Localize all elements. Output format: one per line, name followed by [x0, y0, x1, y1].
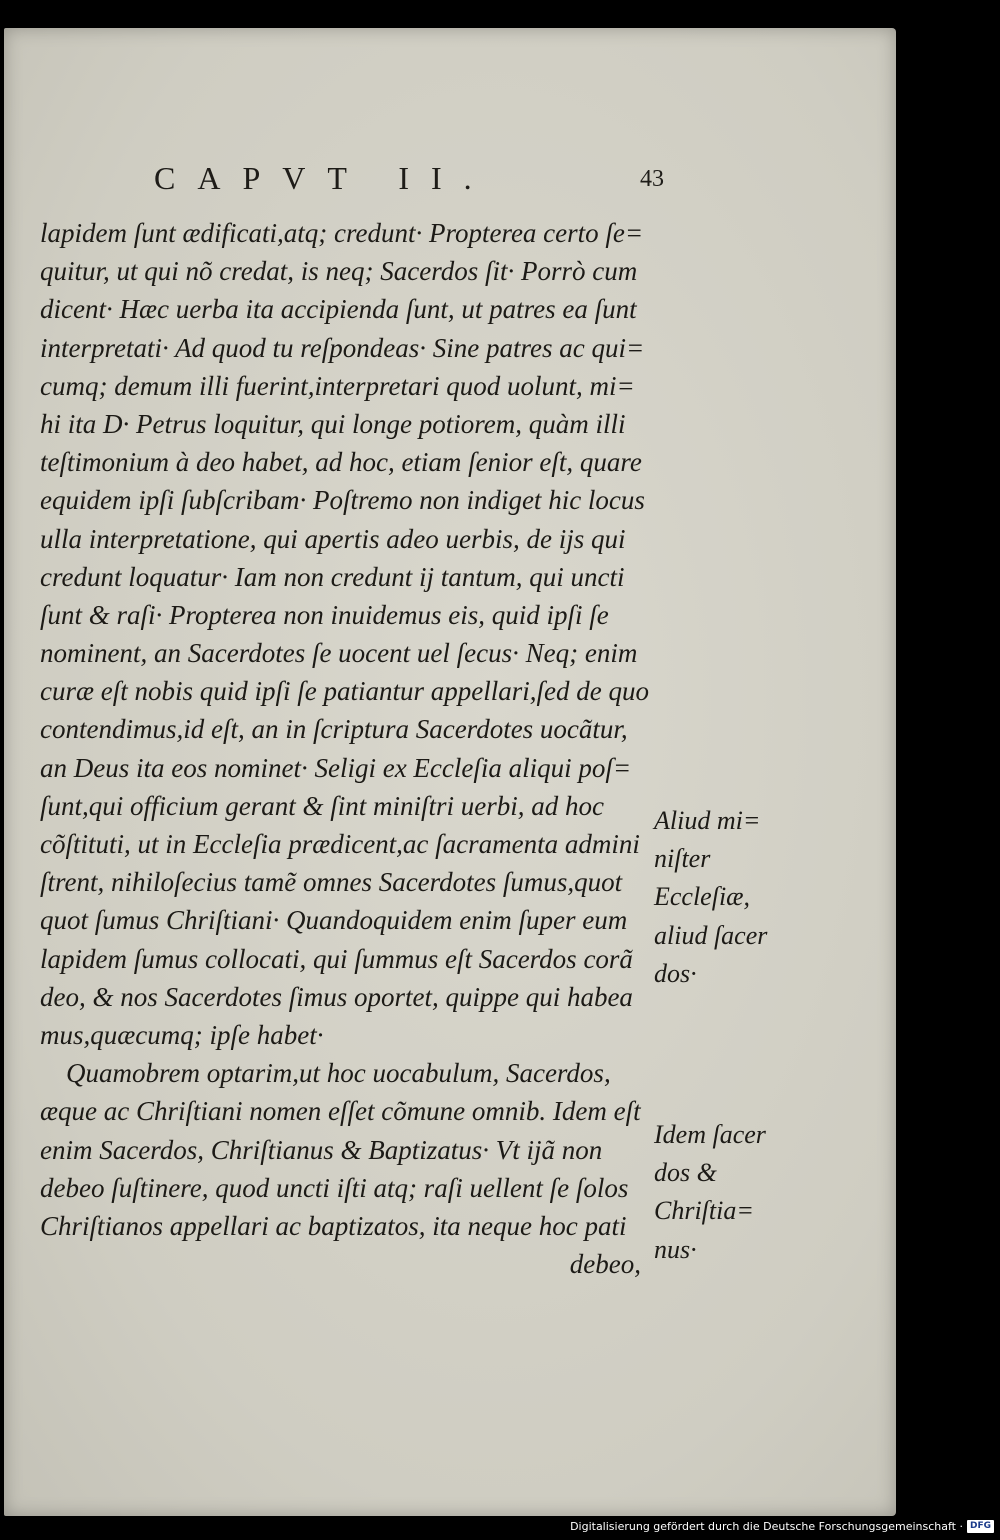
text-line: equidem ipſi ſubſcribam· Poſtremo non indiget hic locus: [40, 485, 645, 516]
text-line: dicent· Hæc uerba ita accipienda ſunt, ut patres ea ſunt: [40, 294, 637, 325]
text-line: Chriſtianos appellari ac baptizatos, ita neque hoc pati: [40, 1210, 627, 1241]
page-number: 43: [640, 166, 664, 192]
text-line: ſunt & raſi· Propterea non inuidemus eis, quid ipſi ſe: [40, 599, 609, 630]
digitization-footer: [570, 1518, 994, 1534]
marginal-note-line: dos·: [654, 958, 697, 988]
text-line: cõſtituti, ut in Eccleſia prædicent,ac ſacramenta admini: [40, 829, 640, 859]
funding-credit: Digitalisierung gefördert durch die Deutsche Forschungsgemeinschaft ·: [570, 1519, 963, 1533]
marginal-note-line: Idem ſacer: [654, 1120, 766, 1149]
text-line: curæ eſt nobis quid ipſi ſe patiantur appellari,ſed de quo: [40, 676, 649, 707]
running-title: CAPVT II.: [154, 160, 494, 196]
text-line: quitur, ut qui nõ credat, is neq; Sacerdos ſit· Porrò cum: [40, 256, 638, 287]
text-line: lapidem ſunt ædificati,atq; credunt· Propterea certo ſe=: [40, 218, 644, 248]
main-text-block: [40, 214, 655, 1283]
text-line: debeo ſuſtinere, quod uncti iſti atq; raſi uellent ſe ſolos: [40, 1172, 629, 1203]
text-line: hi ita D· Petrus loquitur, qui longe potiorem, quàm illi: [40, 408, 626, 439]
text-line: nominent, an Sacerdotes ſe uocent uel ſecus· Neq; enim: [40, 638, 638, 669]
marginal-note: [654, 802, 794, 993]
text-line: credunt loquatur· Iam non credunt ij tantum, qui uncti: [40, 561, 625, 592]
text-line: lapidem ſumus collocati, qui ſummus eſt Sacerdos corã: [40, 943, 633, 974]
marginal-note: [654, 1116, 794, 1269]
dfg-logo: DFG: [967, 1520, 994, 1533]
marginal-note-line: niſter: [654, 844, 711, 874]
text-line: ulla interpretatione, qui apertis adeo uerbis, de ijs qui: [40, 523, 626, 554]
text-line: teſtimonium à deo habet, ad hoc, etiam ſenior eſt, quare: [40, 447, 642, 478]
text-line: an Deus ita eos nominet· Seligi ex Eccleſia aliqui poſ=: [40, 752, 632, 783]
text-line: cumq; demum illi fuerint,interpretari quod uolunt, mi=: [40, 370, 635, 401]
marginal-note-line: aliud ſacer: [654, 920, 768, 950]
marginal-note-line: Chriſtia=: [654, 1196, 754, 1226]
text-line: æque ac Chriſtiani nomen eſſet cõmune omnib. Idem eſt: [40, 1096, 641, 1127]
text-line: ſunt,qui officium gerant & ſint miniſtri uerbi, ad hoc: [40, 790, 604, 821]
text-line: mus,quæcumq; ipſe habet·: [40, 1019, 324, 1050]
book-page: [4, 28, 896, 1516]
marginal-note-line: Eccleſiæ,: [654, 882, 751, 912]
catchword: debeo,: [569, 1249, 641, 1280]
text-line: ſtrent, nihiloſecius tamẽ omnes Sacerdotes ſumus,quot: [40, 867, 623, 898]
marginal-note-line: dos &: [654, 1158, 717, 1188]
text-line: contendimus,id eſt, an in ſcriptura Sacerdotes uocãtur,: [40, 714, 628, 745]
text-line: deo, & nos Sacerdotes ſimus oportet, quippe qui habea: [40, 981, 633, 1012]
text-line: Quamobrem optarim,ut hoc uocabulum, Sacerdos,: [66, 1058, 611, 1089]
text-line: quot ſumus Chriſtiani· Quandoquidem enim ſuper eum: [40, 905, 628, 936]
page-header: [154, 160, 664, 200]
text-line: interpretati· Ad quod tu reſpondeas· Sine patres ac qui=: [40, 332, 645, 363]
text-line: enim Sacerdos, Chriſtianus & Baptizatus· Vt ijã non: [40, 1134, 603, 1165]
marginal-note-line: nus·: [654, 1234, 697, 1264]
marginal-note-line: Aliud mi=: [654, 806, 761, 835]
